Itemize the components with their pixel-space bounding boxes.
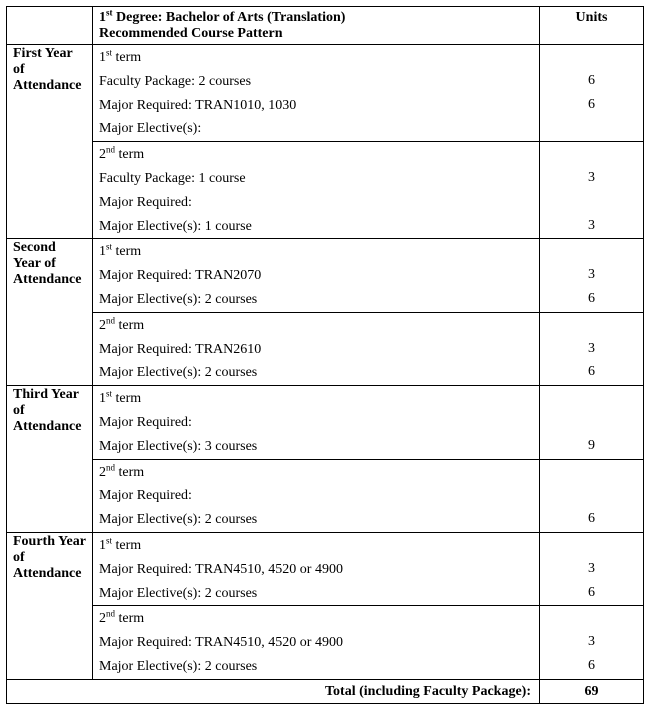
term-row [7, 386, 644, 459]
term-heading: 2nd term [99, 608, 145, 627]
course-line: Major Required: TRAN1010, 1030 [99, 97, 297, 113]
course-line: Major Elective(s): 2 courses [99, 585, 258, 601]
year-label: Second Year of Attendance [7, 239, 93, 386]
term-row [7, 532, 644, 605]
year-label: First Year of Attendance [7, 45, 93, 239]
unit-value: 6 [588, 290, 595, 306]
term-units-cell [540, 142, 644, 239]
term-content-cell [93, 45, 540, 142]
term-content-cell [93, 239, 540, 312]
term-units-cell [540, 386, 644, 459]
term-content-cell [93, 386, 540, 459]
term-row [7, 459, 644, 532]
unit-value: 6 [588, 72, 595, 88]
course-line: Faculty Package: 1 course [99, 170, 246, 186]
course-line: Major Elective(s): 1 course [99, 218, 252, 234]
unit-value: 6 [588, 657, 595, 673]
term-heading: 1st term [99, 535, 142, 553]
table-title: 1st Degree: Bachelor of Arts (Translation) Recommended Course Pattern [93, 7, 540, 45]
total-blank-cell [7, 679, 93, 703]
term-heading: 2nd term [99, 315, 145, 333]
term-content-cell [93, 606, 540, 679]
course-line: Major Required: TRAN4510, 4520 or 4900 [99, 561, 343, 577]
unit-value: 3 [588, 169, 595, 185]
unit-value: 6 [588, 511, 595, 527]
course-line: Major Elective(s): 2 courses [99, 291, 258, 307]
unit-value: 3 [588, 267, 595, 283]
term-row [7, 239, 644, 312]
term-heading: 1st term [99, 241, 142, 260]
course-line: Major Required: TRAN2610 [99, 341, 262, 357]
term-row [7, 312, 644, 385]
term-units-cell [540, 459, 644, 532]
course-line: Major Required: [99, 414, 192, 430]
header-blank-cell [7, 7, 93, 45]
term-content-cell [93, 312, 540, 385]
total-row [7, 679, 644, 703]
course-line: Major Elective(s): 2 courses [99, 512, 258, 528]
unit-value: 6 [588, 364, 595, 380]
unit-value: 9 [588, 437, 595, 453]
units-header: Units [540, 7, 644, 45]
unit-value: 3 [588, 217, 595, 233]
total-label: Total (including Faculty Package): [93, 679, 540, 703]
term-units-cell [540, 532, 644, 605]
year-label: Fourth Year of Attendance [7, 532, 93, 679]
term-heading: 1st term [99, 47, 142, 65]
term-row [7, 45, 644, 142]
term-units-cell [540, 312, 644, 385]
course-line: Major Elective(s): 2 courses [99, 365, 258, 381]
unit-value [540, 483, 643, 507]
unit-value: 3 [588, 560, 595, 576]
header-row [7, 7, 644, 45]
unit-value: 3 [588, 340, 595, 356]
term-units-cell [540, 239, 644, 312]
year-label: Third Year of Attendance [7, 386, 93, 533]
term-content-cell [93, 459, 540, 532]
term-row [7, 142, 644, 239]
course-line: Major Elective(s): [99, 121, 202, 137]
course-line: Major Required: TRAN4510, 4520 or 4900 [99, 635, 343, 651]
term-row [7, 606, 644, 679]
course-line: Major Elective(s): 3 courses [99, 438, 258, 454]
unit-value [540, 116, 643, 140]
unit-value [540, 190, 643, 214]
term-content-cell [93, 532, 540, 605]
term-units-cell [540, 606, 644, 679]
unit-value: 3 [588, 634, 595, 650]
course-line: Major Elective(s): 2 courses [99, 658, 258, 674]
term-units-cell [540, 45, 644, 142]
course-line: Faculty Package: 2 courses [99, 73, 252, 89]
unit-value [540, 410, 643, 434]
course-line: Major Required: [99, 488, 192, 504]
unit-value: 6 [588, 96, 595, 112]
course-line: Major Required: TRAN2070 [99, 268, 262, 284]
term-heading: 1st term [99, 388, 142, 407]
unit-value: 6 [588, 584, 595, 600]
term-heading: 2nd term [99, 144, 145, 163]
course-pattern-table [6, 6, 644, 704]
course-line: Major Required: [99, 194, 192, 210]
term-content-cell [93, 142, 540, 239]
total-value: 69 [540, 679, 644, 703]
term-heading: 2nd term [99, 461, 145, 480]
